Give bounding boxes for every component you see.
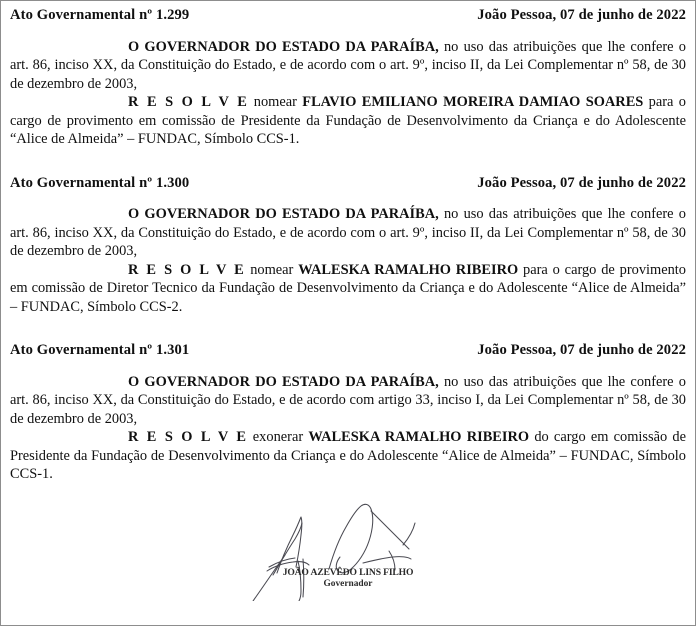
act-header bbox=[10, 175, 686, 193]
governor-title: O GOVERNADOR DO ESTADO DA PARAÍBA, bbox=[128, 373, 439, 390]
signatory-name: JOÃO AZEVÊDO LINS FILHO bbox=[282, 567, 414, 578]
signature-area bbox=[243, 501, 453, 601]
act-header bbox=[10, 342, 686, 360]
act-opening-paragraph bbox=[10, 373, 686, 429]
person-name: WALESKA RAMALHO RIBEIRO bbox=[308, 429, 530, 445]
act-body bbox=[10, 373, 686, 484]
person-name: FLAVIO EMILIANO MOREIRA DAMIAO SOARES bbox=[302, 94, 644, 110]
act-block bbox=[10, 342, 686, 484]
governor-title: O GOVERNADOR DO ESTADO DA PARAÍBA, bbox=[128, 206, 439, 222]
resolve-details: do cargo em comissão de Presidente da Fundação de Desenvolvimento da Criança e do Adolescente “Alice de Almeida” – FUNDAC, Símbolo CCS-1. bbox=[10, 429, 687, 482]
act-resolve-paragraph bbox=[10, 428, 686, 484]
act-number: Ato Governamental nº 1.301 bbox=[10, 342, 190, 358]
resolve-verb: exonerar bbox=[247, 429, 309, 445]
resolve-verb: nomear bbox=[248, 94, 303, 110]
resolve-verb: nomear bbox=[245, 261, 299, 278]
act-body bbox=[10, 205, 686, 316]
act-number: Ato Governamental nº 1.300 bbox=[10, 174, 190, 191]
spacer bbox=[10, 316, 686, 342]
signatory-role: Governador bbox=[323, 579, 373, 589]
act-place-date: João Pessoa, 07 de junho de 2022 bbox=[477, 342, 686, 358]
act-opening-paragraph bbox=[10, 38, 686, 94]
act-block bbox=[10, 175, 686, 317]
act-legal-basis: no uso das atribuições que lhe confere o art. 86, inciso XX, da Constituição do Estado, e de acordo com o art. 9º, inciso II, da Lei Complementar nº 58, de 30 de dezembro de 2003, bbox=[10, 38, 686, 92]
spacer bbox=[10, 360, 686, 373]
person-name: WALESKA RAMALHO RIBEIRO bbox=[298, 261, 519, 278]
spacer bbox=[10, 192, 686, 205]
resolve-keyword: R E S O L V E bbox=[128, 261, 246, 278]
resolve-details: para o cargo de provimento em comissão de Presidente da Fundação de Desenvolvimento da Criança e do Adolescente “Alice de Almeida” – FUNDAC, Símbolo CCS-1. bbox=[10, 94, 686, 147]
act-opening-paragraph bbox=[10, 205, 686, 261]
act-block bbox=[10, 7, 686, 149]
spacer bbox=[10, 25, 686, 38]
spacer bbox=[10, 149, 686, 175]
act-resolve-paragraph bbox=[10, 93, 686, 149]
signature-block bbox=[1, 501, 695, 601]
resolve-details: para o cargo de provimento em comissão de Diretor Tecnico da Fundação de Desenvolvimento da Criança e do Adolescente “Alice de Almeida” – FUNDAC, Símbolo CCS-2. bbox=[10, 261, 686, 315]
act-resolve-paragraph bbox=[10, 261, 686, 317]
act-legal-basis: no uso das atribuições que lhe confere o art. 86, inciso XX, da Constituição do Estado, e de acordo com o art. 9º, inciso II, da Lei Complementar nº 58, de 30 de dezembro de 2003, bbox=[10, 206, 686, 259]
resolve-keyword: R E S O L V E bbox=[128, 94, 249, 110]
act-body bbox=[10, 38, 686, 149]
act-header bbox=[10, 7, 686, 25]
act-place-date: João Pessoa, 07 de junho de 2022 bbox=[477, 7, 686, 23]
governor-title: O GOVERNADOR DO ESTADO DA PARAÍBA, bbox=[128, 38, 439, 55]
resolve-keyword: R E S O L V E bbox=[128, 429, 248, 445]
act-number: Ato Governamental nº 1.299 bbox=[10, 7, 190, 23]
act-place-date: João Pessoa, 07 de junho de 2022 bbox=[477, 174, 686, 191]
act-legal-basis: no uso das atribuições que lhe confere o art. 86, inciso XX, da Constituição do Estado, e de acordo com artigo 33, inciso I, da Lei Complementar nº 58, de 30 de dezembro de 2003, bbox=[10, 373, 686, 427]
